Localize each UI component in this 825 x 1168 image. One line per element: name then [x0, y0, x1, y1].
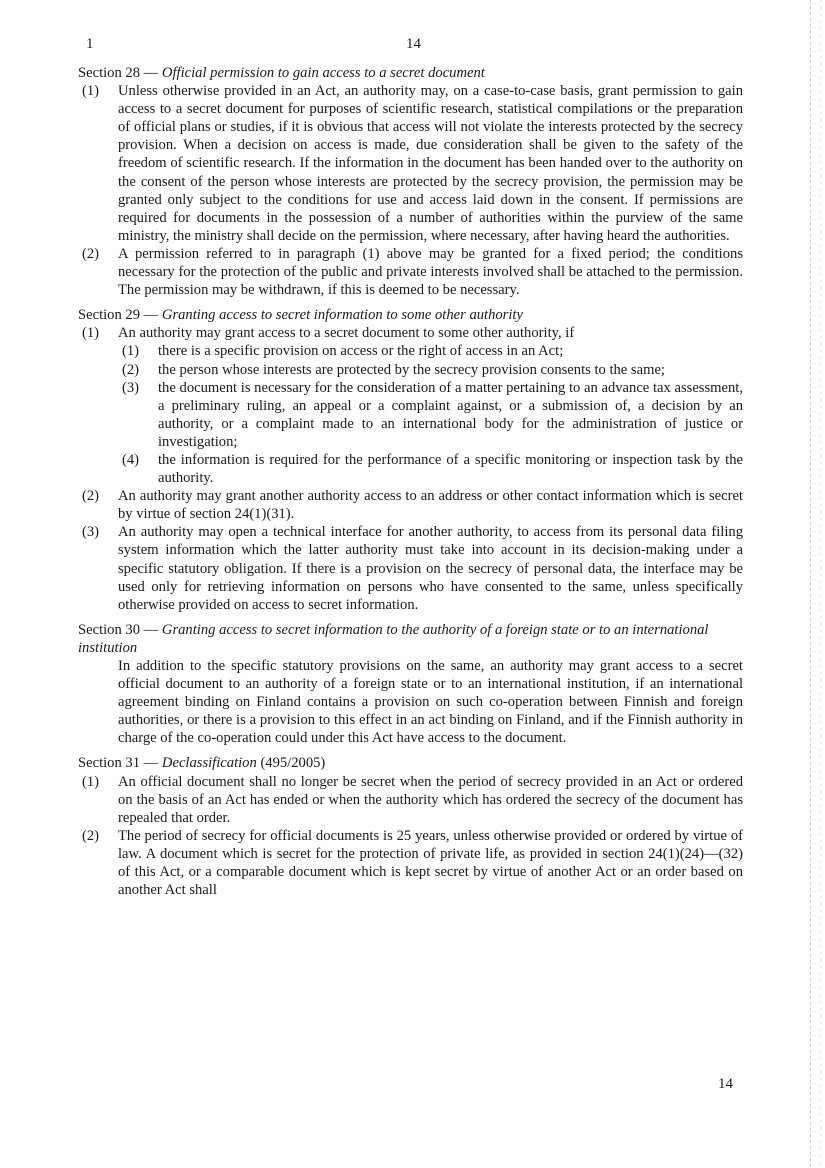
- section-28-heading: Section 28 — Official permission to gain access to a secret document: [78, 65, 485, 81]
- section-29: [78, 306, 743, 614]
- section-29-item-4: (4) the information is required for the performance of a specific monitoring or inspection task by the authority.: [122, 451, 743, 487]
- section-29-title: Granting access to secret information to some other authority: [161, 307, 523, 324]
- section-30-heading: Section 30 — Granting access to secret information to the authority of a foreign state or to an international institution: [78, 621, 709, 656]
- section-29-item-2: (2) the person whose interests are protected by the secrecy provision consents to the same;: [122, 361, 665, 378]
- section-31-paragraph-2: (2) The period of secrecy for official documents is 25 years, unless otherwise provided or ordered by virtue of law. A document which is secret for the protection of private life, as provided in section 24(1)(24)—(32) of this Act, or a comparable document which is kept secret by virtue of another Act or an order based on another Act shall: [82, 827, 743, 899]
- header-page-number: 14: [406, 36, 421, 52]
- section-28-paragraph-1: (1) Unless otherwise provided in an Act, an authority may, on a case-to-case basis, grant permission to gain access to a secret document for purposes of scientific research, statistical compilations or the preparation of official plans or studies, if it is obvious that access will not violate the interests protected by the secrecy provision. When a decision on access is made, due consideration shall be given to the safety of the freedom of scientific research. If the information in the document has been handed over to the authority on the consent of the person whose interests are protected by the secrecy provision, the permission may be granted only subject to the conditions for use and access laid down in the consent. If permissions are required for documents in the possession of a number of authorities within the purview of the same ministry, the ministry shall decide on the permission, where necessary, after having heard the authorities.: [82, 83, 743, 244]
- document-body: [78, 64, 743, 906]
- scan-edge-line-outer: [820, 0, 821, 1168]
- section-31-amendment: (495/2005): [260, 755, 326, 772]
- section-28-paragraph-2: (2) A permission referred to in paragraph (1) above may be granted for a fixed period; the conditions necessary for the protection of the public and private interests involved shall be attached to the permission. The permission may be withdrawn, if this is deemed to be necessary.: [82, 245, 743, 299]
- section-28-title: Official permission to gain access to a secret document: [161, 65, 485, 81]
- footer-page-number: 14: [718, 1076, 733, 1092]
- section-29-heading: Section 29 — Granting access to secret information to some other authority: [78, 307, 523, 324]
- section-31-heading: Section 31 — Declassification (495/2005): [78, 755, 326, 772]
- section-29-paragraph-1: (1) An authority may grant access to a secret document to some other authority, if (1) there is a specific provision on access or the right of access in an Act; (2) the person whose interests are protected by the secrecy provision consents to the same; (3) the document is necessary for the consideration of a matter pertaining to an advance tax assessment, a preliminary ruling, an appeal or a complaint against, or a submission of, a decision by an authority, or a complaint made to an international body for the administration of justice or investigation; (4) the information is required for the performance of a specific monitoring or inspection task by the authority.: [82, 325, 743, 487]
- section-29-item-3: (3) the document is necessary for the consideration of a matter pertaining to an advance tax assessment, a preliminary ruling, an appeal or a complaint against, or a submission of, a decision by an authority, or a complaint made to an international body for the administration of justice or investigation;: [122, 379, 743, 450]
- section-29-paragraph-2: (2) An authority may grant another authority access to an address or other contact information which is secret by virtue of section 24(1)(31).: [82, 488, 743, 523]
- section-31-paragraph-1: (1) An official document shall no longer be secret when the period of secrecy provided in an Act or ordered on the basis of an Act has ended or when the authority which has ordered the secrecy of the document has repealed that order.: [82, 773, 743, 826]
- section-30: [78, 621, 743, 748]
- section-29-paragraph-3: (3) An authority may open a technical interface for another authority, to access from its personal data filing system information which the latter authority must take into account in its decision-making under a specific statutory obligation. If there is a provision on the secrecy of personal data, the interface may be used only for retrieving information on persons who have consented to the same, unless specifically otherwise provided on access to secret information.: [82, 524, 743, 613]
- section-29-item-1: (1) there is a specific provision on access or the right of access in an Act;: [122, 343, 564, 360]
- section-31-title: Declassification: [161, 755, 257, 772]
- section-28: [78, 64, 743, 299]
- scan-edge-line: [810, 0, 811, 1168]
- section-30-body: In addition to the specific statutory provisions on the same, an authority may grant access to a secret official document to an authority of a foreign state or to an international institution, if an international agreement binding on Finland contains a provision on such co-operation between Finnish and foreign authorities, or there is a provision to this effect in an act binding on Finland, and if the Finnish authority in charge of the co-operation could under this Act have access to the document.: [118, 658, 743, 747]
- header-left-number: 1: [86, 36, 94, 52]
- section-30-title: Granting access to secret information to the authority of a foreign state or to an international institution: [78, 621, 709, 656]
- section-31: [78, 754, 743, 899]
